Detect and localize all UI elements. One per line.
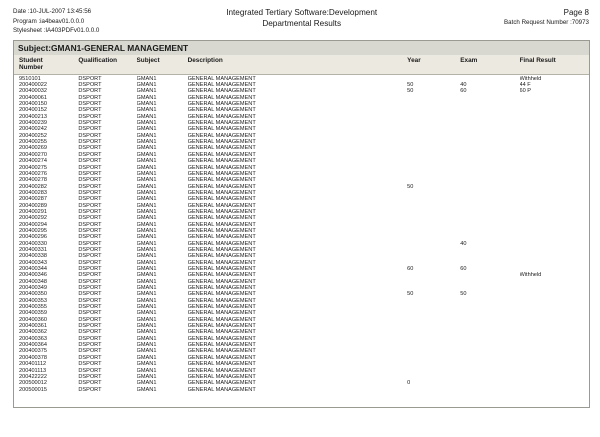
cell-description: GENERAL MANAGEMENT — [187, 266, 256, 272]
cell-subject: GMAN1 — [136, 75, 157, 82]
cell-student-number: 200400348 — [19, 278, 47, 285]
cell-subject: GMAN1 — [136, 354, 157, 361]
cell-student-number: 200400362 — [19, 329, 47, 336]
cell-year: 50 — [407, 183, 414, 190]
column-header-student — [14, 57, 78, 72]
cell-description: GENERAL MANAGEMENT — [187, 75, 256, 82]
cell-student-number: 200400278 — [19, 177, 47, 184]
cell-subject: GMAN1 — [136, 151, 157, 158]
cell-student-number: 200400282 — [19, 183, 47, 190]
column-header-final-result — [520, 57, 590, 72]
cell-description: GENERAL MANAGEMENT — [187, 386, 256, 393]
cell-description: GENERAL MANAGEMENT — [187, 246, 256, 253]
cell-student-number: 200400255 — [19, 139, 47, 146]
header-right-block — [504, 7, 589, 28]
cell-student-number: 200400294 — [19, 221, 47, 228]
cell-student-number: 200400360 — [19, 316, 47, 323]
cell-student-number: 200400330 — [19, 240, 47, 247]
cell-subject: GMAN1 — [136, 278, 157, 285]
cell-subject: GMAN1 — [136, 310, 157, 317]
cell-description: GENERAL MANAGEMENT — [187, 316, 256, 323]
cell-description: GENERAL MANAGEMENT — [187, 240, 256, 247]
cell-year: 50 — [407, 82, 414, 89]
cell-description: GENERAL MANAGEMENT — [187, 151, 256, 158]
cell-description: GENERAL MANAGEMENT — [187, 380, 256, 387]
subject-band: Subject:GMAN1-GENERAL MANAGEMENT — [13, 40, 590, 55]
cell-qualification: DSPORT — [78, 323, 102, 330]
column-header-exam — [460, 57, 519, 72]
cell-student-number: 200500015 — [19, 386, 47, 393]
cell-subject: GMAN1 — [136, 189, 157, 196]
cell-subject: GMAN1 — [136, 240, 157, 247]
cell-student-number: 200400061 — [19, 94, 47, 101]
cell-description: GENERAL MANAGEMENT — [187, 285, 256, 292]
cell-student-number: 200400359 — [19, 310, 47, 317]
cell-description: GENERAL MANAGEMENT — [187, 215, 256, 222]
cell-description: GENERAL MANAGEMENT — [187, 183, 256, 190]
cell-subject: GMAN1 — [136, 183, 157, 190]
cell-qualification: DSPORT — [78, 380, 102, 387]
cell-description: GENERAL MANAGEMENT — [187, 202, 256, 209]
cell-student-number: 200400296 — [19, 234, 47, 241]
cell-subject: GMAN1 — [136, 120, 157, 127]
report-program: Program :ia4beav01.0.0.0 — [13, 17, 85, 25]
cell-final-result: Withheld — [519, 272, 542, 279]
cell-subject: GMAN1 — [136, 170, 157, 177]
cell-student-number: 200400276 — [19, 170, 47, 177]
cell-subject: GMAN1 — [136, 246, 157, 253]
cell-subject: GMAN1 — [136, 266, 157, 272]
cell-description: GENERAL MANAGEMENT — [187, 354, 256, 361]
cell-student-number: 200400344 — [19, 266, 47, 272]
cell-description: GENERAL MANAGEMENT — [187, 107, 256, 114]
cell-student-number: 9510101 — [19, 75, 41, 82]
column-header-qualification — [78, 57, 136, 72]
cell-student-number: 200401112 — [19, 361, 47, 368]
cell-student-number: 200400269 — [19, 145, 47, 152]
cell-description: GENERAL MANAGEMENT — [187, 373, 256, 380]
column-header-subject — [137, 57, 188, 72]
cell-subject: GMAN1 — [136, 132, 157, 139]
table-bottom-spacer — [14, 393, 589, 407]
cell-qualification: DSPORT — [78, 367, 102, 374]
cell-subject: GMAN1 — [136, 253, 157, 260]
cell-qualification: DSPORT — [78, 246, 102, 253]
cell-qualification: DSPORT — [78, 120, 102, 127]
cell-subject: GMAN1 — [136, 304, 157, 311]
cell-exam: 40 — [460, 240, 467, 247]
column-header-description — [188, 57, 408, 72]
cell-description: GENERAL MANAGEMENT — [187, 170, 256, 177]
cell-description: GENERAL MANAGEMENT — [187, 221, 256, 228]
cell-student-number: 200400291 — [19, 208, 47, 215]
cell-qualification: DSPORT — [78, 253, 102, 260]
cell-student-number: 200400355 — [19, 304, 47, 311]
report-stylesheet: Stylesheet :IA403PDFv01.0.0.0 — [13, 27, 100, 34]
cell-description: GENERAL MANAGEMENT — [187, 82, 256, 89]
cell-qualification: DSPORT — [78, 266, 102, 272]
cell-student-number: 200422222 — [19, 373, 47, 380]
cell-description: GENERAL MANAGEMENT — [187, 367, 256, 374]
cell-exam: 60 — [460, 88, 467, 95]
cell-subject: GMAN1 — [136, 196, 157, 203]
cell-year: 50 — [407, 291, 414, 298]
cell-subject: GMAN1 — [136, 113, 157, 120]
cell-student-number: 200400283 — [19, 189, 47, 196]
cell-qualification: DSPORT — [78, 107, 102, 114]
cell-description: GENERAL MANAGEMENT — [187, 272, 256, 279]
cell-subject: GMAN1 — [136, 145, 157, 152]
column-header-qualification-line1: Qualification — [78, 56, 118, 64]
cell-qualification: DSPORT — [78, 82, 102, 89]
header-left-block — [13, 7, 99, 36]
cell-subject: GMAN1 — [136, 94, 157, 101]
cell-description: GENERAL MANAGEMENT — [187, 158, 256, 165]
cell-description: GENERAL MANAGEMENT — [187, 342, 256, 349]
cell-subject: GMAN1 — [136, 221, 157, 228]
cell-qualification: DSPORT — [78, 291, 102, 298]
cell-qualification: DSPORT — [78, 316, 102, 323]
table-body — [14, 75, 589, 393]
cell-qualification: DSPORT — [78, 145, 102, 152]
cell-subject: GMAN1 — [136, 107, 157, 114]
cell-description: GENERAL MANAGEMENT — [187, 145, 256, 152]
cell-student-number: 200400350 — [19, 291, 47, 298]
cell-subject: GMAN1 — [136, 335, 157, 342]
cell-description: GENERAL MANAGEMENT — [187, 177, 256, 184]
cell-subject: GMAN1 — [136, 215, 157, 222]
cell-student-number: 200401113 — [19, 367, 47, 374]
cell-subject: GMAN1 — [136, 208, 157, 215]
cell-subject: GMAN1 — [136, 101, 157, 108]
cell-subject: GMAN1 — [136, 227, 157, 234]
cell-qualification: DSPORT — [78, 170, 102, 177]
cell-student-number: 200400274 — [19, 158, 47, 165]
cell-qualification: DSPORT — [78, 361, 102, 368]
report-date: Date :10-JUL-2007 13:45:56 — [13, 8, 92, 15]
cell-description: GENERAL MANAGEMENT — [187, 304, 256, 311]
cell-qualification: DSPORT — [78, 329, 102, 336]
cell-qualification: DSPORT — [78, 183, 102, 190]
cell-subject: GMAN1 — [136, 164, 157, 171]
cell-student-number: 200400150 — [19, 101, 47, 108]
cell-student-number: 200400152 — [19, 107, 47, 114]
cell-student-number: 200400213 — [19, 113, 47, 120]
cell-description: GENERAL MANAGEMENT — [187, 120, 256, 127]
cell-qualification: DSPORT — [78, 354, 102, 361]
cell-qualification: DSPORT — [78, 373, 102, 380]
cell-qualification: DSPORT — [78, 259, 102, 266]
cell-student-number: 200400346 — [19, 272, 47, 279]
cell-student-number: 200400363 — [19, 335, 47, 342]
cell-description: GENERAL MANAGEMENT — [187, 113, 256, 120]
cell-description: GENERAL MANAGEMENT — [187, 291, 256, 298]
cell-year: 60 — [407, 266, 414, 272]
cell-qualification: DSPORT — [78, 335, 102, 342]
cell-qualification: DSPORT — [78, 113, 102, 120]
report-subtitle: Departmental Results — [262, 19, 342, 28]
cell-exam: 50 — [460, 291, 467, 298]
cell-student-number: 200400375 — [19, 348, 47, 355]
cell-qualification: DSPORT — [78, 177, 102, 184]
cell-student-number: 200400275 — [19, 164, 47, 171]
cell-description: GENERAL MANAGEMENT — [187, 196, 256, 203]
cell-subject: GMAN1 — [136, 361, 157, 368]
cell-description: GENERAL MANAGEMENT — [187, 297, 256, 304]
cell-student-number: 200400292 — [19, 215, 47, 222]
cell-subject: GMAN1 — [136, 386, 157, 393]
cell-description: GENERAL MANAGEMENT — [187, 101, 256, 108]
cell-student-number: 200400242 — [19, 126, 47, 133]
cell-qualification: DSPORT — [78, 132, 102, 139]
cell-subject: GMAN1 — [136, 323, 157, 330]
cell-description: GENERAL MANAGEMENT — [187, 361, 256, 368]
cell-qualification: DSPORT — [78, 272, 102, 279]
cell-description: GENERAL MANAGEMENT — [187, 323, 256, 330]
header-title-block — [99, 7, 504, 29]
cell-qualification: DSPORT — [78, 240, 102, 247]
cell-qualification: DSPORT — [78, 208, 102, 215]
cell-student-number: 200400252 — [19, 132, 47, 139]
batch-request-number: Batch Request Number :70973 — [504, 19, 589, 26]
cell-qualification: DSPORT — [78, 348, 102, 355]
cell-qualification: DSPORT — [78, 151, 102, 158]
cell-description: GENERAL MANAGEMENT — [187, 234, 256, 241]
cell-description: GENERAL MANAGEMENT — [187, 348, 256, 355]
column-header-student-line2: Number — [19, 64, 44, 72]
cell-qualification: DSPORT — [78, 297, 102, 304]
cell-exam: 60 — [460, 266, 467, 272]
cell-subject: GMAN1 — [136, 126, 157, 133]
cell-description: GENERAL MANAGEMENT — [187, 88, 256, 95]
cell-subject: GMAN1 — [136, 297, 157, 304]
cell-exam: 40 — [460, 82, 467, 89]
cell-subject: GMAN1 — [136, 259, 157, 266]
report-title: Integrated Tertiary Software:Development — [226, 8, 378, 17]
cell-description: GENERAL MANAGEMENT — [187, 126, 256, 133]
cell-student-number: 200400032 — [19, 88, 47, 95]
cell-description: GENERAL MANAGEMENT — [187, 227, 256, 234]
table-column-header — [14, 55, 589, 75]
cell-qualification: DSPORT — [78, 158, 102, 165]
cell-subject: GMAN1 — [136, 380, 157, 387]
column-header-year-line1: Year — [407, 56, 421, 64]
cell-subject: GMAN1 — [136, 88, 157, 95]
cell-student-number: 200400338 — [19, 253, 47, 260]
cell-description: GENERAL MANAGEMENT — [187, 208, 256, 215]
cell-student-number: 200400239 — [19, 120, 47, 127]
column-header-subject-line1: Subject — [136, 56, 160, 64]
cell-description: GENERAL MANAGEMENT — [187, 94, 256, 101]
results-table — [13, 55, 590, 408]
cell-description: GENERAL MANAGEMENT — [187, 329, 256, 336]
cell-student-number: 200400378 — [19, 354, 47, 361]
cell-qualification: DSPORT — [78, 304, 102, 311]
cell-student-number: 200400022 — [19, 82, 47, 89]
cell-description: GENERAL MANAGEMENT — [187, 253, 256, 260]
cell-qualification: DSPORT — [78, 221, 102, 228]
cell-qualification: DSPORT — [78, 234, 102, 241]
cell-qualification: DSPORT — [78, 101, 102, 108]
cell-qualification: DSPORT — [78, 196, 102, 203]
column-header-exam-line1: Exam — [460, 56, 478, 64]
cell-qualification: DSPORT — [78, 88, 102, 95]
cell-subject: GMAN1 — [136, 373, 157, 380]
cell-qualification: DSPORT — [78, 126, 102, 133]
cell-student-number: 200400289 — [19, 202, 47, 209]
cell-description: GENERAL MANAGEMENT — [187, 164, 256, 171]
column-header-student-line1: Student — [19, 56, 43, 64]
cell-student-number: 200500012 — [19, 380, 47, 387]
report-header — [0, 0, 600, 36]
cell-student-number: 200400287 — [19, 196, 47, 203]
cell-subject: GMAN1 — [136, 82, 157, 89]
cell-qualification: DSPORT — [78, 215, 102, 222]
page-number: Page 8 — [563, 8, 589, 17]
cell-subject: GMAN1 — [136, 367, 157, 374]
cell-description: GENERAL MANAGEMENT — [187, 278, 256, 285]
cell-description: GENERAL MANAGEMENT — [187, 132, 256, 139]
cell-qualification: DSPORT — [78, 310, 102, 317]
cell-student-number: 200400270 — [19, 151, 47, 158]
cell-qualification: DSPORT — [78, 227, 102, 234]
cell-student-number: 200400364 — [19, 342, 47, 349]
cell-subject: GMAN1 — [136, 342, 157, 349]
cell-qualification: DSPORT — [78, 189, 102, 196]
cell-qualification: DSPORT — [78, 342, 102, 349]
cell-subject: GMAN1 — [136, 285, 157, 292]
cell-subject: GMAN1 — [136, 177, 157, 184]
cell-final-result: 44 F — [519, 82, 531, 89]
cell-subject: GMAN1 — [136, 348, 157, 355]
cell-description: GENERAL MANAGEMENT — [187, 139, 256, 146]
cell-student-number: 200400349 — [19, 285, 47, 292]
cell-qualification: DSPORT — [78, 94, 102, 101]
cell-final-result: Withheld — [519, 75, 542, 82]
cell-subject: GMAN1 — [136, 139, 157, 146]
cell-qualification: DSPORT — [78, 285, 102, 292]
cell-description: GENERAL MANAGEMENT — [187, 259, 256, 266]
cell-subject: GMAN1 — [136, 234, 157, 241]
cell-qualification: DSPORT — [78, 75, 102, 82]
cell-description: GENERAL MANAGEMENT — [187, 335, 256, 342]
cell-qualification: DSPORT — [78, 164, 102, 171]
cell-final-result: 60 P — [519, 88, 532, 95]
cell-subject: GMAN1 — [136, 202, 157, 209]
cell-subject: GMAN1 — [136, 291, 157, 298]
cell-description: GENERAL MANAGEMENT — [187, 189, 256, 196]
cell-student-number: 200400295 — [19, 227, 47, 234]
cell-qualification: DSPORT — [78, 386, 102, 393]
cell-student-number: 200400353 — [19, 297, 47, 304]
cell-qualification: DSPORT — [78, 202, 102, 209]
cell-student-number: 200400361 — [19, 323, 47, 330]
cell-subject: GMAN1 — [136, 272, 157, 279]
cell-student-number: 200400331 — [19, 246, 47, 253]
cell-student-number: 200400343 — [19, 259, 47, 266]
cell-description: GENERAL MANAGEMENT — [187, 310, 256, 317]
cell-subject: GMAN1 — [136, 158, 157, 165]
cell-qualification: DSPORT — [78, 139, 102, 146]
column-header-final-result-line1: Final Result — [519, 56, 556, 64]
column-header-year — [407, 57, 460, 72]
column-header-description-line1: Description — [187, 56, 223, 64]
cell-subject: GMAN1 — [136, 329, 157, 336]
cell-qualification: DSPORT — [78, 278, 102, 285]
cell-year: 0 — [407, 380, 411, 387]
cell-year: 50 — [407, 88, 414, 95]
cell-subject: GMAN1 — [136, 316, 157, 323]
